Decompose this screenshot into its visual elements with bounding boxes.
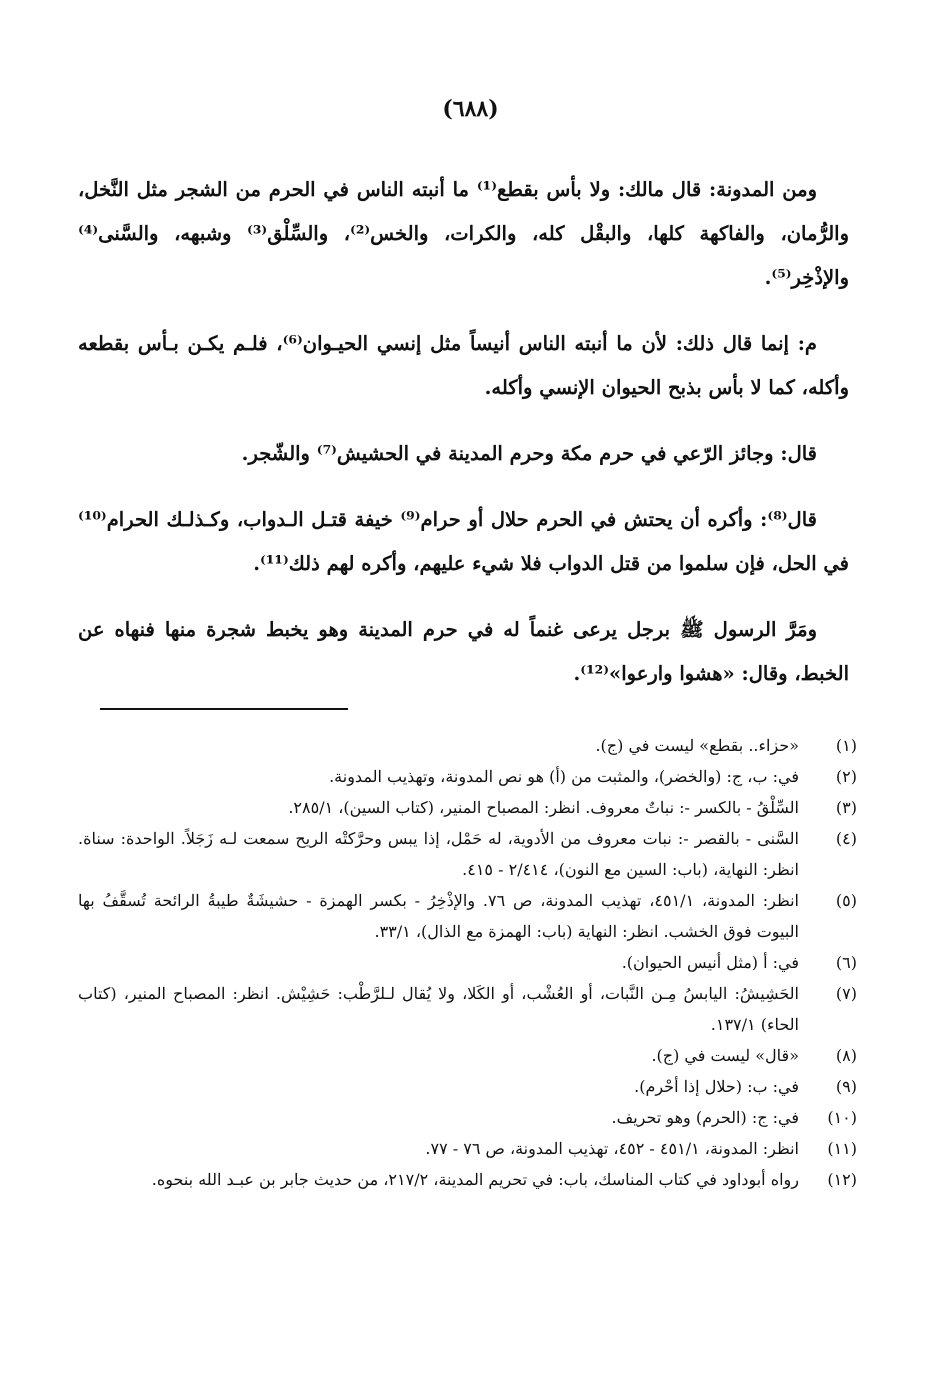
- footnote-number: (٨): [835, 1046, 857, 1065]
- footnote-text: في: ب، ج: (والخضر)، والمثبت من (أ) هو نص المدونة، وتهذيب المدونة.: [329, 767, 799, 786]
- footnote: [78, 947, 857, 978]
- footnote: [78, 885, 857, 947]
- footnote-text: انظر: المدونة، ٤٥١/١ - ٤٥٢، تهذيب المدونة، ص ٧٦ - ٧٧.: [425, 1139, 799, 1158]
- footnote-text: الحَشِيشُ: اليابسُ مِـن النَّبات، أو العُشْب، أو الكَلا، ولا يُقال لـلرَّطْب: حَشِيْش. انظر: المصباح المنير، (كتاب الحاء) ١٣٧/١.: [78, 984, 799, 1034]
- footnote-number: (١٢): [827, 1170, 857, 1189]
- paragraph: م: إنما قال ذلك: لأن ما أنبته الناس أنيساً مثل إنسي الحيـوان⁽⁶⁾، فلـم يكـن بـأس بقطعه وأكله، كما لا بأس بذبح الحيوان الإنسي وأكله.: [78, 332, 849, 399]
- footnote-text: في: ب: (حلال إذا أحْرم).: [634, 1077, 799, 1096]
- footnote: [78, 1071, 857, 1102]
- footnote-number: (٦): [835, 953, 857, 972]
- footnote-number: (٤): [835, 829, 857, 848]
- footnote-text: رواه أبوداود في كتاب المناسك، باب: في تحريم المدينة، ٢١٧/٢، من حديث جابر بن عبـد الله بنحوه.: [151, 1170, 799, 1189]
- footnote: [78, 1040, 857, 1071]
- footnote-separator: [100, 708, 348, 710]
- footnote-number: (٣): [835, 798, 857, 817]
- footnote-text: في: ج: (الحرم) وهو تحريف.: [611, 1108, 799, 1127]
- footnote: [78, 761, 857, 792]
- paragraph: قال: وجائز الرّعي في حرم مكة وحرم المدينة في الحشيش⁽⁷⁾ والشّجر.: [241, 442, 817, 465]
- footnote: [78, 978, 857, 1040]
- paragraph: ومَرَّ الرسول ﷺ برجل يرعى غنماً له في حرم المدينة وهو يخبط شجرة منها فنهاه عن الخبط، وقال: «هشوا وارعوا»⁽¹²⁾.: [78, 618, 849, 685]
- footnote: [78, 792, 857, 823]
- footnote-number: (٩): [835, 1077, 857, 1096]
- footnote: [78, 730, 857, 761]
- footnote-number: (٥): [835, 891, 857, 910]
- footnote-text: السِّلْقُ - بالكسر -: نباتٌ معروف. انظر: المصباح المنير، (كتاب السين)، ٢٨٥/١.: [288, 798, 799, 817]
- page-number: (٦٨٨): [442, 96, 499, 122]
- footnote: [78, 1133, 857, 1164]
- footnote-number: (١): [835, 736, 857, 755]
- footnote-number: (١٠): [827, 1108, 857, 1127]
- footnote-text: في: أ (مثل أنيس الحيوان).: [621, 953, 799, 972]
- footnote-number: (٢): [835, 767, 857, 786]
- footnote: [78, 823, 857, 885]
- footnote: [78, 1102, 857, 1133]
- footnote: [78, 1164, 857, 1195]
- footnote-text: «قال» ليست في (ج).: [651, 1046, 799, 1065]
- footnote-text: «حزاء.. بقطع» ليست في (ج).: [595, 736, 799, 755]
- paragraph: ومن المدونة: قال مالك: ولا بأس بقطع⁽¹⁾ ما أنبته الناس في الحرم من الشجر مثل النَّخل، والرُّمان، والفاكهة كلها، والبقْل كله، والكرات، والخس⁽²⁾، والسِّلْق⁽³⁾ وشبهه، والسَّنى⁽⁴⁾ والإذْخِر⁽⁵⁾.: [78, 178, 849, 289]
- footnote-number: (١١): [827, 1139, 857, 1158]
- paragraph: قال⁽⁸⁾: وأكره أن يحتش في الحرم حلال أو حرام⁽⁹⁾ خيفة قتـل الـدواب، وكـذلـك الحرام⁽¹⁰⁾ في الحل، فإن سلموا من قتل الدواب فلا شيء عليهم، وأكره لهم ذلك⁽¹¹⁾.: [78, 508, 849, 575]
- footnote-text: انظر: المدونة، ٤٥١/١، تهذيب المدونة، ص ٧٦. والإذْخِرُ - بكسر الهمزة - حشيشَةٌ طيبةُ الرائحة تُسقَّفُ بها البيوت فوق الخشب. انظر: النهاية (باب: الهمزة مع الذال)، ٣٣/١.: [78, 891, 799, 941]
- footnote-text: السَّنى - بالقصر -: نبات معروف من الأدوية، له حَمْل، إذا يبس وحرَّكتْه الريح سمعت لـه زَجَلاً. الواحدة: سناة. انظر: النهاية، (باب: السين مع النون)، ٢/٤١٤ - ٤١٥.: [78, 829, 800, 879]
- footnotes: [78, 730, 857, 1195]
- footnote-number: (٧): [835, 984, 857, 1003]
- main-text: [78, 168, 849, 718]
